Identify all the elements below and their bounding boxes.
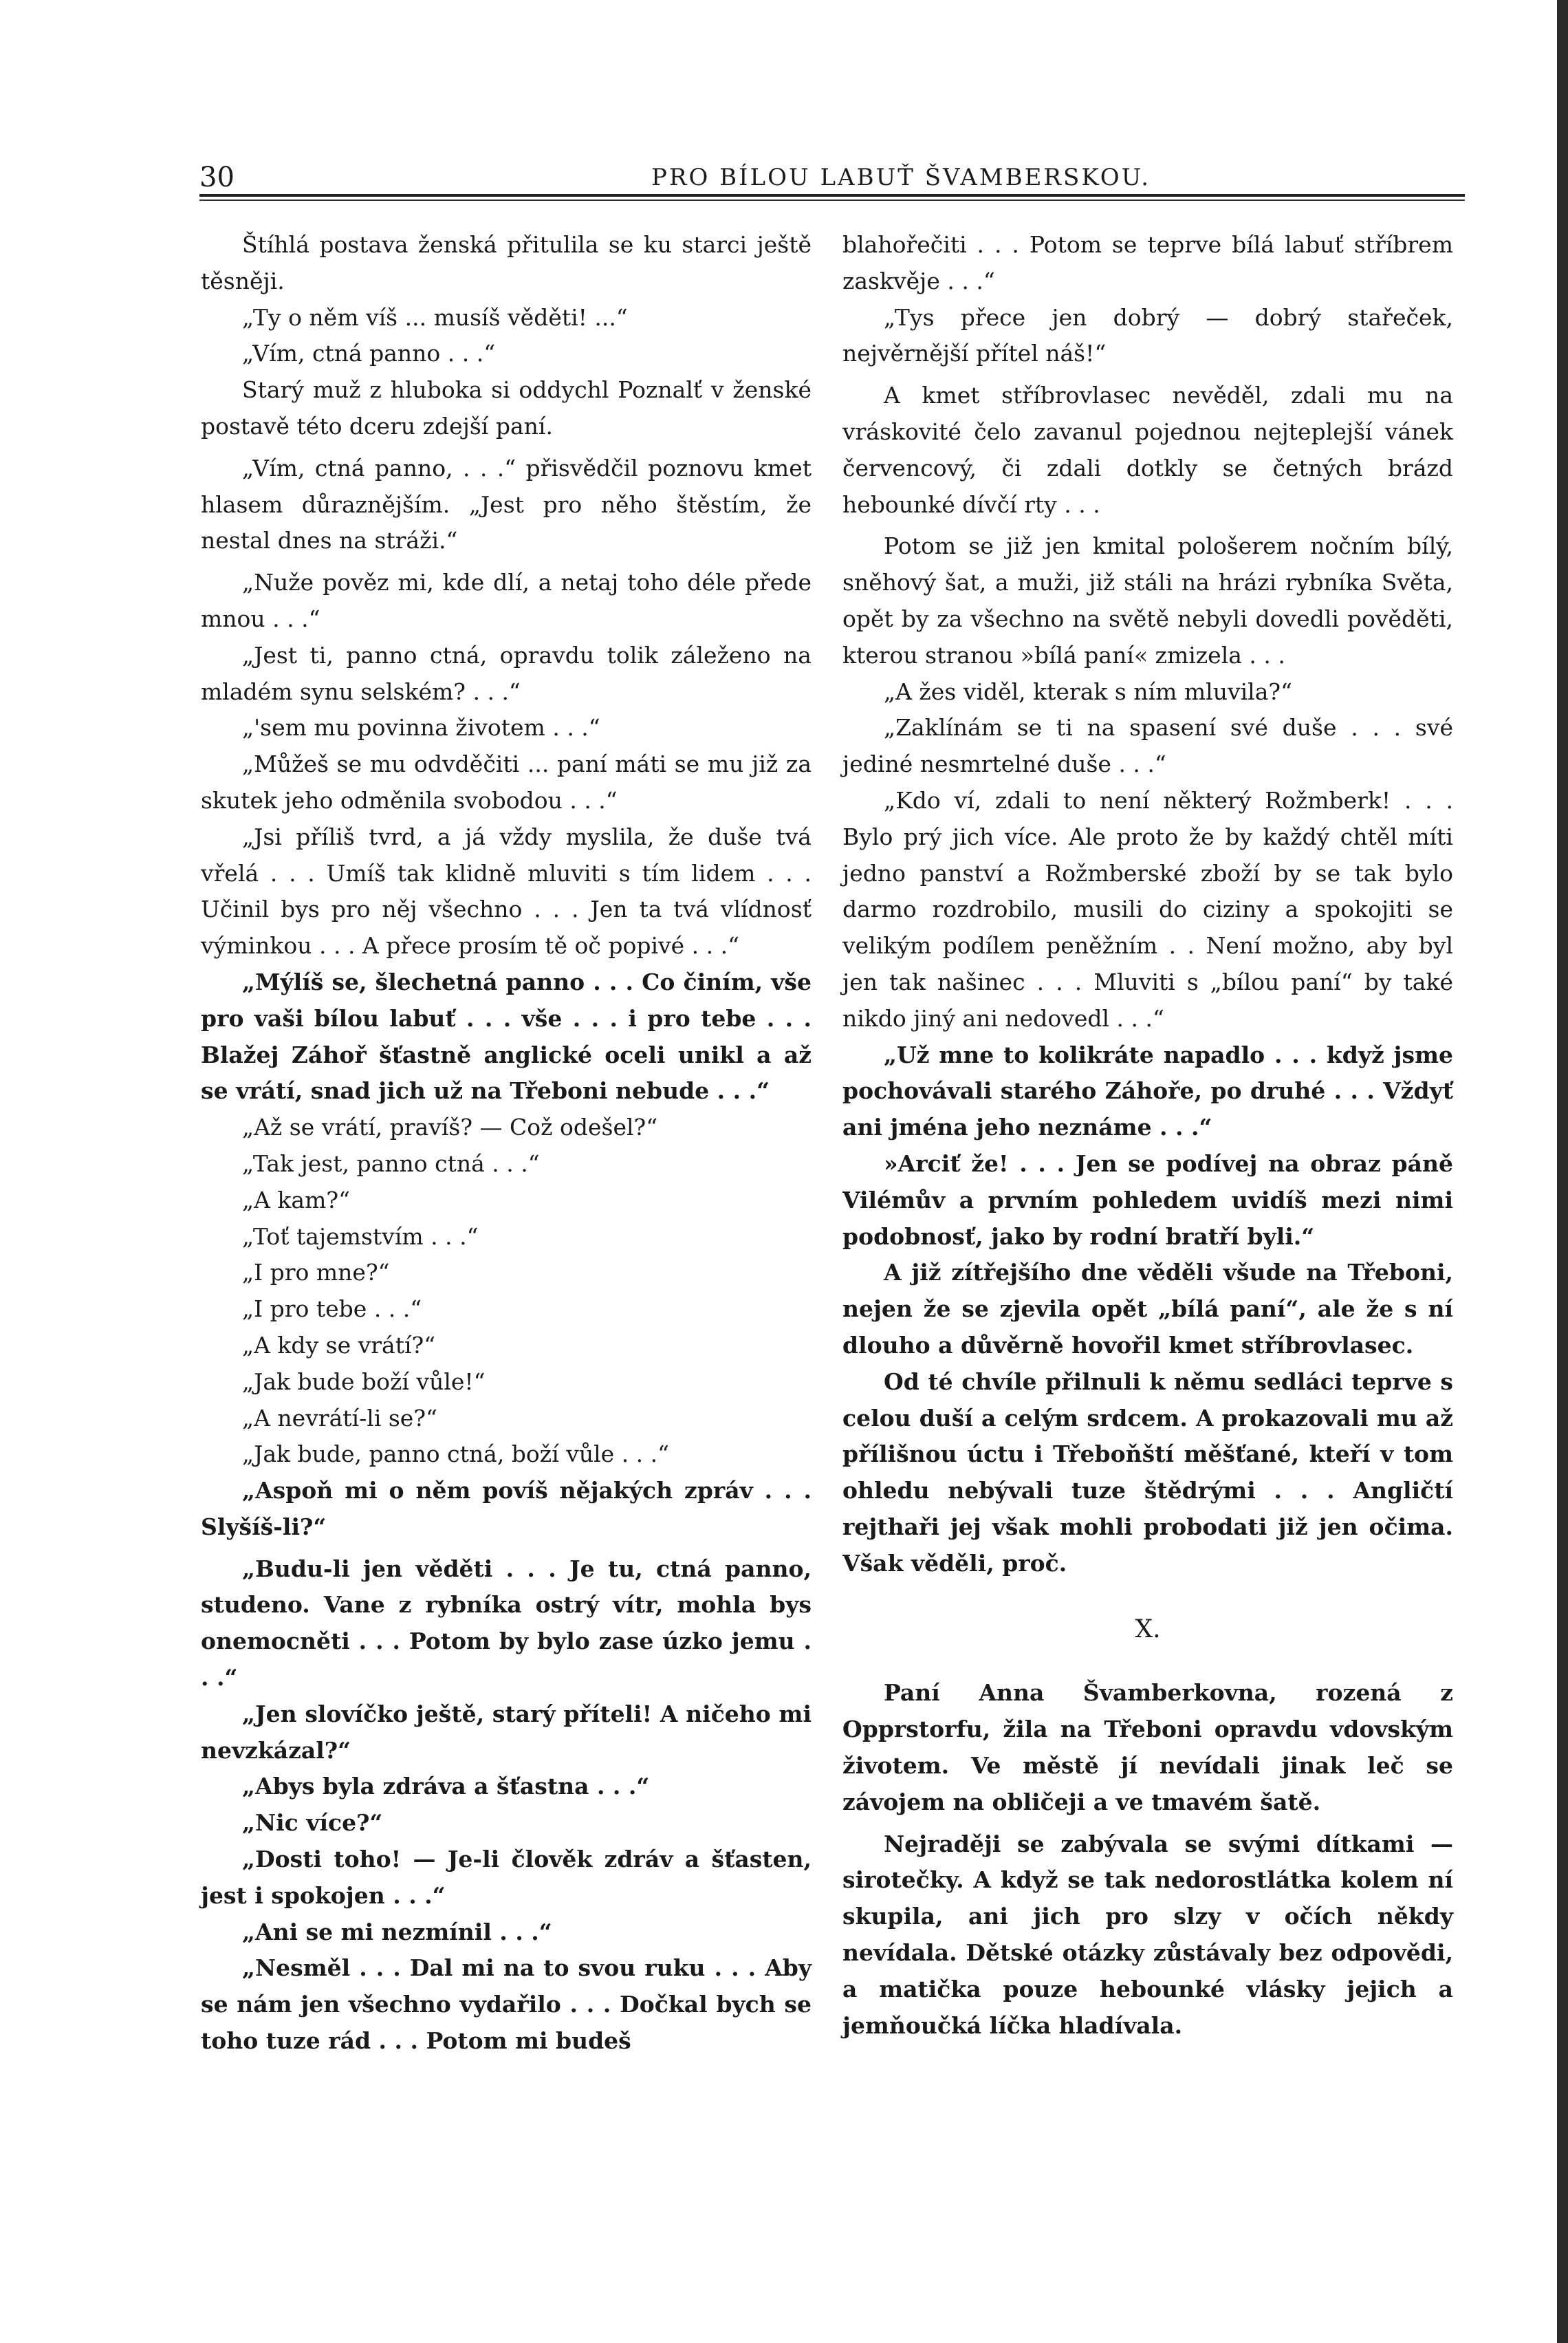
running-title: PRO BÍLOU LABUŤ ŠVAMBERSKOU. xyxy=(651,164,1151,191)
paragraph: „Tys přece jen dobrý — dobrý stařeček, nejvěrnější přítel náš!“ xyxy=(842,303,1453,367)
paragraph: blahořečiti . . . Potom se teprve bílá labuť stříbrem zaskvěje . . .“ xyxy=(842,231,1453,294)
paragraph: „Vím, ctná panno . . .“ xyxy=(242,340,496,367)
paragraph: „Mýlíš se, šlechetná panno . . . Co činím, vše pro vaši bílou labuť . . . vše . . . i pro tebe . . . Blažej Záhoř šťastně anglické oceli unikl a až se vrátí, snad jich už na Třeboni nebude . . .“ xyxy=(201,968,812,1105)
paragraph: Štíhlá postava ženská přitulila se ku starci ještě těsněji. xyxy=(201,231,812,294)
right-column xyxy=(842,227,1453,2044)
paragraph: „I pro tebe . . .“ xyxy=(242,1295,422,1323)
paragraph: „Toť tajemstvím . . .“ xyxy=(242,1222,479,1250)
paragraph: Nejraději se zabývala se svými dítkami — sirotečky. A když se tak nedorostlátka kolem ní skupila, ani jich pro slzy v očích někdy nevídala. Dětské otázky zůstávaly bez odpovědi, a matička pouze hebounké vlásky jejich a jemňoučká líčka hladívala. xyxy=(842,1830,1453,2039)
paragraph: „Až se vrátí, pravíš? — Což odešel?“ xyxy=(242,1114,658,1141)
paragraph: „A kdy se vrátí?“ xyxy=(242,1331,436,1359)
paragraph: „Jak bude, panno ctná, boží vůle . . .“ xyxy=(242,1440,670,1468)
paragraph: „Ty o něm víš ... musíš věděti! ...“ xyxy=(242,303,628,331)
paragraph: „Už mne to kolikráte napadlo . . . když jsme pochovávali starého Záhoře, po druhé . . . Vždyť ani jména jeho neznáme . . .“ xyxy=(842,1041,1453,1141)
paragraph: A kmet stříbrovlasec nevěděl, zdali mu na vráskovité čelo zavanul pojednou nejteplejší vánek červencový, či zdali dotkly se četných brázd hebounké dívčí rty . . . xyxy=(842,382,1453,518)
chapter-heading: X. xyxy=(1135,1615,1161,1644)
paragraph: „Dosti toho! — Je-li člověk zdráv a šťasten, jest i spokojen . . .“ xyxy=(201,1846,812,1909)
paragraph: „Kdo ví, zdali to není některý Rožmberk! . . . Bylo prý jich více. Ale proto že by každý chtěl míti jedno panství a Rožmberské zboží by se tak bylo darmo rozdrobilo, musili do ciziny a spokojiti se velikým podílem peněžním . . Není možno, aby byl jen tak našinec . . . Mluviti s „bílou paní“ by také nikdo jiný ani nedovedl . . .“ xyxy=(842,786,1453,1032)
paragraph: „Jak bude boží vůle!“ xyxy=(242,1368,486,1395)
left-column xyxy=(201,227,812,2060)
paragraph: Starý muž z hluboka si oddychl Poznalť v ženské postavě této dceru zdejší paní. xyxy=(201,376,812,440)
paragraph: „Nic více?“ xyxy=(242,1809,383,1837)
paragraph: „A kam?“ xyxy=(242,1186,350,1213)
header-rule-thick xyxy=(199,194,1465,197)
header-rule-thin xyxy=(199,199,1465,201)
paragraph: „Abys byla zdráva a šťastna . . .“ xyxy=(242,1773,650,1800)
paragraph: „Budu-li jen věděti . . . Je tu, ctná panno, studeno. Vane z rybníka ostrý vítr, mohla bys onemocněti . . . Potom by bylo zase úzko jemu . . .“ xyxy=(201,1555,812,1692)
paragraph: „Můžeš se mu odvděčiti ... paní máti se mu již za skutek jeho odměnila svobodou . . .“ xyxy=(201,751,812,814)
paragraph: „A žes viděl, kterak s ním mluvila?“ xyxy=(884,678,1292,705)
page-header xyxy=(199,157,1465,198)
paragraph: A již zítřejšího dne věděli všude na Třeboni, nejen že se zjevila opět „bílá paní“, ale že s ní dlouho a důvěrně hovořil kmet stříbrovlasec. xyxy=(842,1259,1453,1359)
paragraph: „Zaklínám se ti na spasení své duše . . . své jediné nesmrtelné duše . . .“ xyxy=(842,714,1453,778)
paragraph: „Jen slovíčko ještě, starý příteli! A ničeho mi nevzkázal?“ xyxy=(201,1700,812,1764)
scan-edge-strip xyxy=(1557,0,1568,2343)
paragraph: „Aspoň mi o něm povíš nějakých zpráv . . . Slyšíš-li?“ xyxy=(201,1477,812,1540)
paragraph: „Nesměl . . . Dal mi na to svou ruku . . . Aby se nám jen všechno vydařilo . . . Dočkal bych se toho tuze rád . . . Potom mi budeš xyxy=(201,1954,812,2055)
paragraph: Od té chvíle přilnuli k němu sedláci teprve s celou duší a celým srdcem. A prokazovali mu až přílišnou úctu i Třeboňští měšťané, kteří v tom ohledu nebývali tuze štědrými . . . Angličtí rejthaři jej však mohli probodati již jen očima. Však věděli, proč. xyxy=(842,1368,1453,1577)
paragraph: „Tak jest, panno ctná . . .“ xyxy=(242,1149,540,1177)
paragraph: Paní Anna Švamberkovna, rozená z Opprstorfu, žila na Třeboni opravdu vdovským životem. Ve městě jí nevídali jinak leč se závojem na obličeji a ve tmavém šatě. xyxy=(842,1679,1453,1815)
paragraph: „'sem mu povinna životem . . .“ xyxy=(242,714,600,742)
paragraph: „Ani se mi nezmínil . . .“ xyxy=(242,1918,552,1945)
paragraph: „Vím, ctná panno, . . .“ přisvědčil poznovu kmet hlasem důraznějším. „Jest pro něho štěstím, že nestal dnes na stráži.“ xyxy=(201,454,812,554)
paragraph: „Jest ti, panno ctná, opravdu tolik záleženo na mladém synu selském? . . .“ xyxy=(201,641,812,705)
paragraph: „A nevrátí-li se?“ xyxy=(242,1404,437,1432)
page-number: 30 xyxy=(199,162,235,193)
paragraph: »Arciť že! . . . Jen se podívej na obraz páně Vilémův a prvním pohledem uvidíš mezi nimi podobnosť, jako by rodní bratří byli.“ xyxy=(842,1149,1453,1250)
paragraph: „I pro mne?“ xyxy=(242,1259,390,1286)
paragraph: „Nuže pověz mi, kde dlí, a netaj toho déle přede mnou . . .“ xyxy=(201,569,812,632)
paragraph: „Jsi příliš tvrd, a já vždy myslila, že duše tvá vřelá . . . Umíš tak klidně mluviti s tím lidem . . . Učinil bys pro něj všechno . . . Jen ta tvá vlídnosť výminkou . . . A přece prosím tě oč popivé . . .“ xyxy=(201,823,812,960)
paragraph: Potom se již jen kmital pološerem nočním bílý, sněhový šat, a muži, již stáli na hrázi rybníka Světa, opět by za všechno na světě nebyli dovedli pověděti, kterou stranou »bílá paní« zmizela . . . xyxy=(842,532,1453,669)
